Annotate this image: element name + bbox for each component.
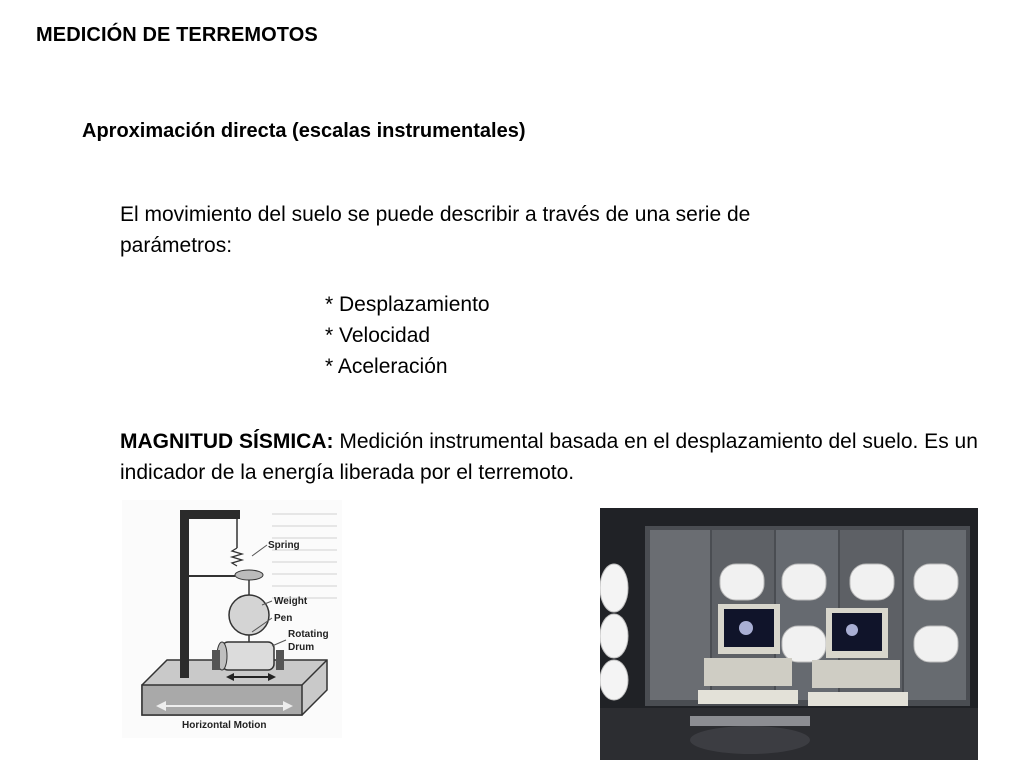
magnitude-term: MAGNITUD SÍSMICA: xyxy=(120,430,334,453)
seismograph-drawing xyxy=(122,500,342,738)
seismograph-station-photo xyxy=(600,508,978,760)
station-illustration xyxy=(600,508,978,760)
label-rotating: Rotating xyxy=(288,629,329,640)
seismograph-diagram xyxy=(122,500,342,738)
parameter-list xyxy=(325,289,490,382)
label-horizontal-motion: Horizontal Motion xyxy=(182,720,267,731)
parameter-item: * Aceleración xyxy=(325,355,448,378)
label-weight: Weight xyxy=(274,596,308,607)
label-spring: Spring xyxy=(268,540,300,551)
slide-subtitle: Aproximación directa (escalas instrumentales) xyxy=(82,120,526,142)
label-pen: Pen xyxy=(274,613,293,624)
parameter-item: * Velocidad xyxy=(325,324,431,347)
magnitude-definition: Medición instrumental basada en el desplazamiento del suelo. Es un indicador de la energía liberada por el terremoto. xyxy=(120,430,978,484)
label-drum: Drum xyxy=(288,642,315,653)
intro-paragraph: El movimiento del suelo se puede describir a través de una serie de parámetros: xyxy=(120,203,751,257)
slide-title: MEDICIÓN DE TERREMOTOS xyxy=(36,24,318,46)
parameter-item: * Desplazamiento xyxy=(325,293,490,316)
magnitude-paragraph xyxy=(120,426,980,488)
